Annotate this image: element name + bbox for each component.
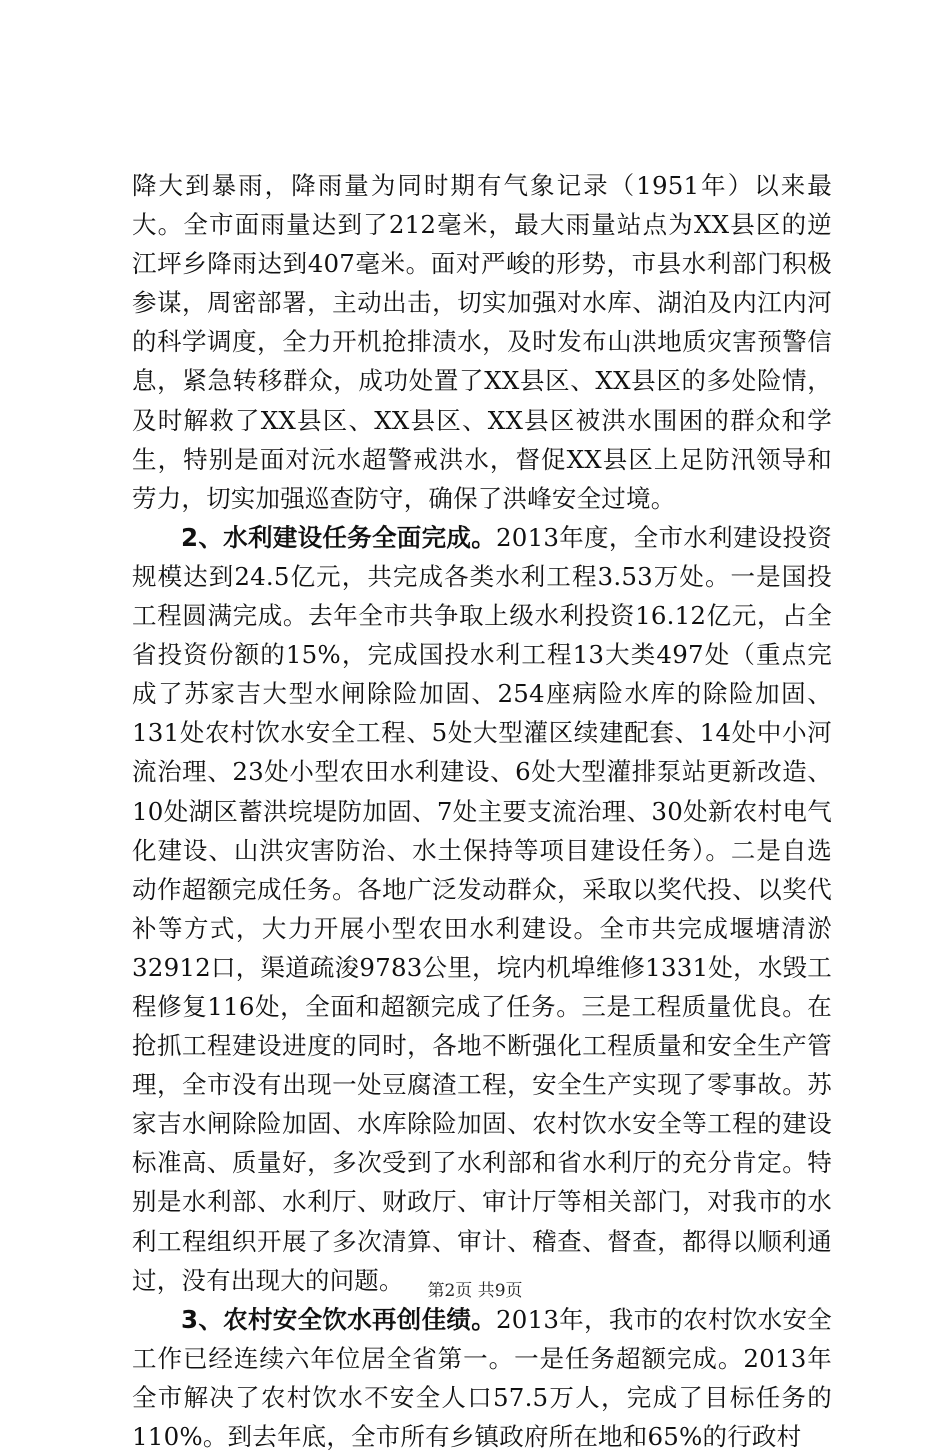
body-text — [132, 166, 832, 1456]
paragraph-1-text: 降大到暴雨，降雨量为同时期有气象记录（1951年）以来最大。全市面雨量达到了212毫米，最大雨量站点为XX县区的逆江坪乡降雨达到407毫米。面对严峻的形势，市县水利部门积极参谋，周密部署，主动出击，切实加强对水库、湖泊及内江内河的科学调度，全力开机抢排渍水，及时发布山洪地质灾害预警信息，紧急转移群众，成功处置了XX县区、XX县区的多处险情，及时解救了XX县区、XX县区、XX县区被洪水围困的群众和学生，特别是面对沅水超警戒洪水，督促XX县区上足防汛领导和劳力，切实加强巡查防守，确保了洪峰安全过境。 — [132, 171, 832, 513]
paragraph-2-heading: 2、水利建设任务全面完成。 — [181, 522, 496, 552]
paragraph-3-heading: 3、农村安全饮水再创佳绩。 — [181, 1304, 496, 1334]
paragraph-3-text: 2013年，我市的农村饮水安全工作已经连续六年位居全省第一。一是任务超额完成。2013年全市解决了农村饮水不安全人口57.5万人，完成了目标任务的110%。到去年底，全市所有乡镇政府所在地和65%的行政村 — [132, 1304, 832, 1451]
page-footer: 第2页 共9页 — [427, 1281, 523, 1301]
paragraph-2-text: 2013年度，全市水利建设投资规模达到24.5亿元，共完成各类水利工程3.53万处。一是国投工程圆满完成。去年全市共争取上级水利投资16.12亿元，占全省投资份额的15%，完成国投水利工程13大类497处（重点完成了苏家吉大型水闸除险加固、254座病险水库的除险加固、131处农村饮水安全工程、5处大型灌区续建配套、14处中小河流治理、23处小型农田水利建设、6处大型灌排泵站更新改造、10处湖区蓄洪垸堤防加固、7处主要支流治理、30处新农村电气化建设、山洪灾害防治、水土保持等项目建设任务）。二是自选动作超额完成任务。各地广泛发动群众，采取以奖代投、以奖代补等方式，大力开展小型农田水利建设。全市共完成堰塘清淤32912口，渠道疏浚9783公里，垸内机埠维修1331处，水毁工程修复116处，全面和超额完成了任务。三是工程质量优良。在抢抓工程建设进度的同时，各地不断强化工程质量和安全生产管理，全市没有出现一处豆腐渣工程，安全生产实现了零事故。苏家吉水闸除险加固、水库除险加固、农村饮水安全等工程的建设标准高、质量好，多次受到了水利部和省水利厅的充分肯定。特别是水利部、水利厅、财政厅、审计厅等相关部门，对我市的水利工程组织开展了多次清算、审计、稽查、督查，都得以顺利通过，没有出现大的问题。 — [132, 522, 832, 1295]
paragraph-1 — [132, 166, 832, 518]
paragraph-3 — [132, 1300, 832, 1456]
paragraph-2 — [132, 518, 832, 1300]
